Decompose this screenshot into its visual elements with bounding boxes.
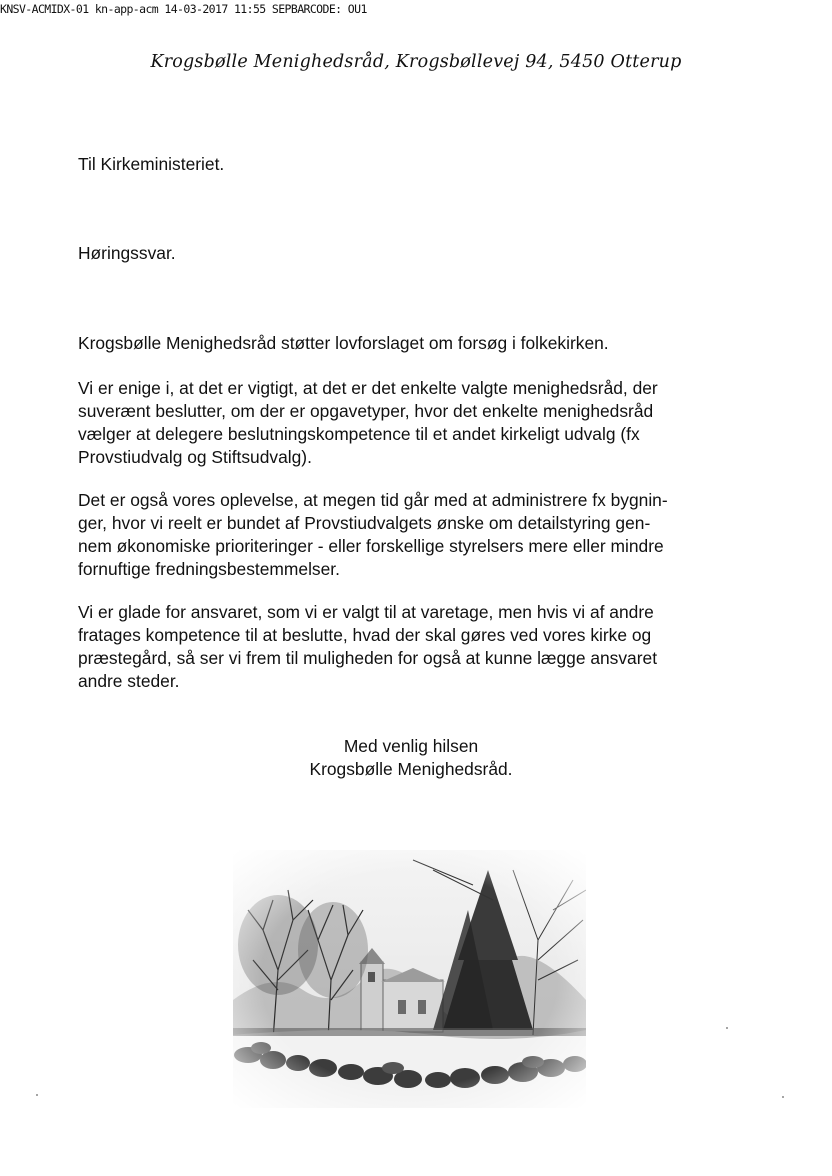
- paragraph-line: fratages kompetence til at beslutte, hvad der skal gøres ved vores kirke og: [78, 625, 652, 645]
- paragraph-2: [78, 377, 758, 469]
- paragraph-line: Vi er enige i, at det er vigtigt, at det er det enkelte valgte menighedsråd, der: [78, 378, 658, 398]
- paragraph-4: [78, 601, 758, 693]
- letterhead: Krogsbølle Menighedsråd, Krogsbøllevej 94, 5450 Otterup: [150, 52, 682, 72]
- paragraph-line: fornuftige fredningsbestemmelser.: [78, 559, 340, 579]
- paragraph-line: Vi er glade for ansvaret, som vi er valgt til at varetage, men hvis vi af andre: [78, 602, 654, 622]
- paragraph-line: nem økonomiske prioriteringer - eller forskellige styrelsers mere eller mindre: [78, 536, 664, 556]
- recipient-line: Til Kirkeministeriet.: [78, 154, 225, 174]
- paragraph-line: vælger at delegere beslutningskompetence til et andet kirkeligt udvalg (fx: [78, 424, 640, 444]
- fax-header: KNSV-ACMIDX-01 kn-app-acm 14-03-2017 11:55 SEPBARCODE: OU1: [0, 2, 367, 16]
- paragraph-line: Det er også vores oplevelse, at megen tid går med at administrere fx bygnin-: [78, 490, 668, 510]
- scan-speck: [36, 1094, 38, 1096]
- scan-speck: [726, 1027, 728, 1029]
- paragraph-line: præstegård, så ser vi frem til muligheden for også at kunne lægge ansvaret: [78, 648, 658, 668]
- winter-church-photo: [233, 850, 586, 1108]
- subject-line: Høringssvar.: [78, 243, 176, 263]
- scan-speck: [782, 1096, 784, 1098]
- paragraph-line: Provstiudvalg og Stiftsudvalg).: [78, 447, 312, 467]
- paragraph-1: [78, 332, 758, 355]
- closing-sender: Krogsbølle Menighedsråd.: [309, 759, 513, 779]
- paragraph-3: [78, 489, 758, 581]
- closing-block: [0, 735, 822, 781]
- paragraph-line: Krogsbølle Menighedsråd støtter lovforslaget om forsøg i folkekirken.: [78, 333, 609, 353]
- closing-greeting: Med venlig hilsen: [343, 736, 479, 756]
- paragraph-line: ger, hvor vi reelt er bundet af Provstiudvalgets ønske om detailstyring gen-: [78, 513, 651, 533]
- paragraph-line: andre steder.: [78, 671, 180, 691]
- paragraph-line: suverænt beslutter, om der er opgavetyper, hvor det enkelte menighedsråd: [78, 401, 654, 421]
